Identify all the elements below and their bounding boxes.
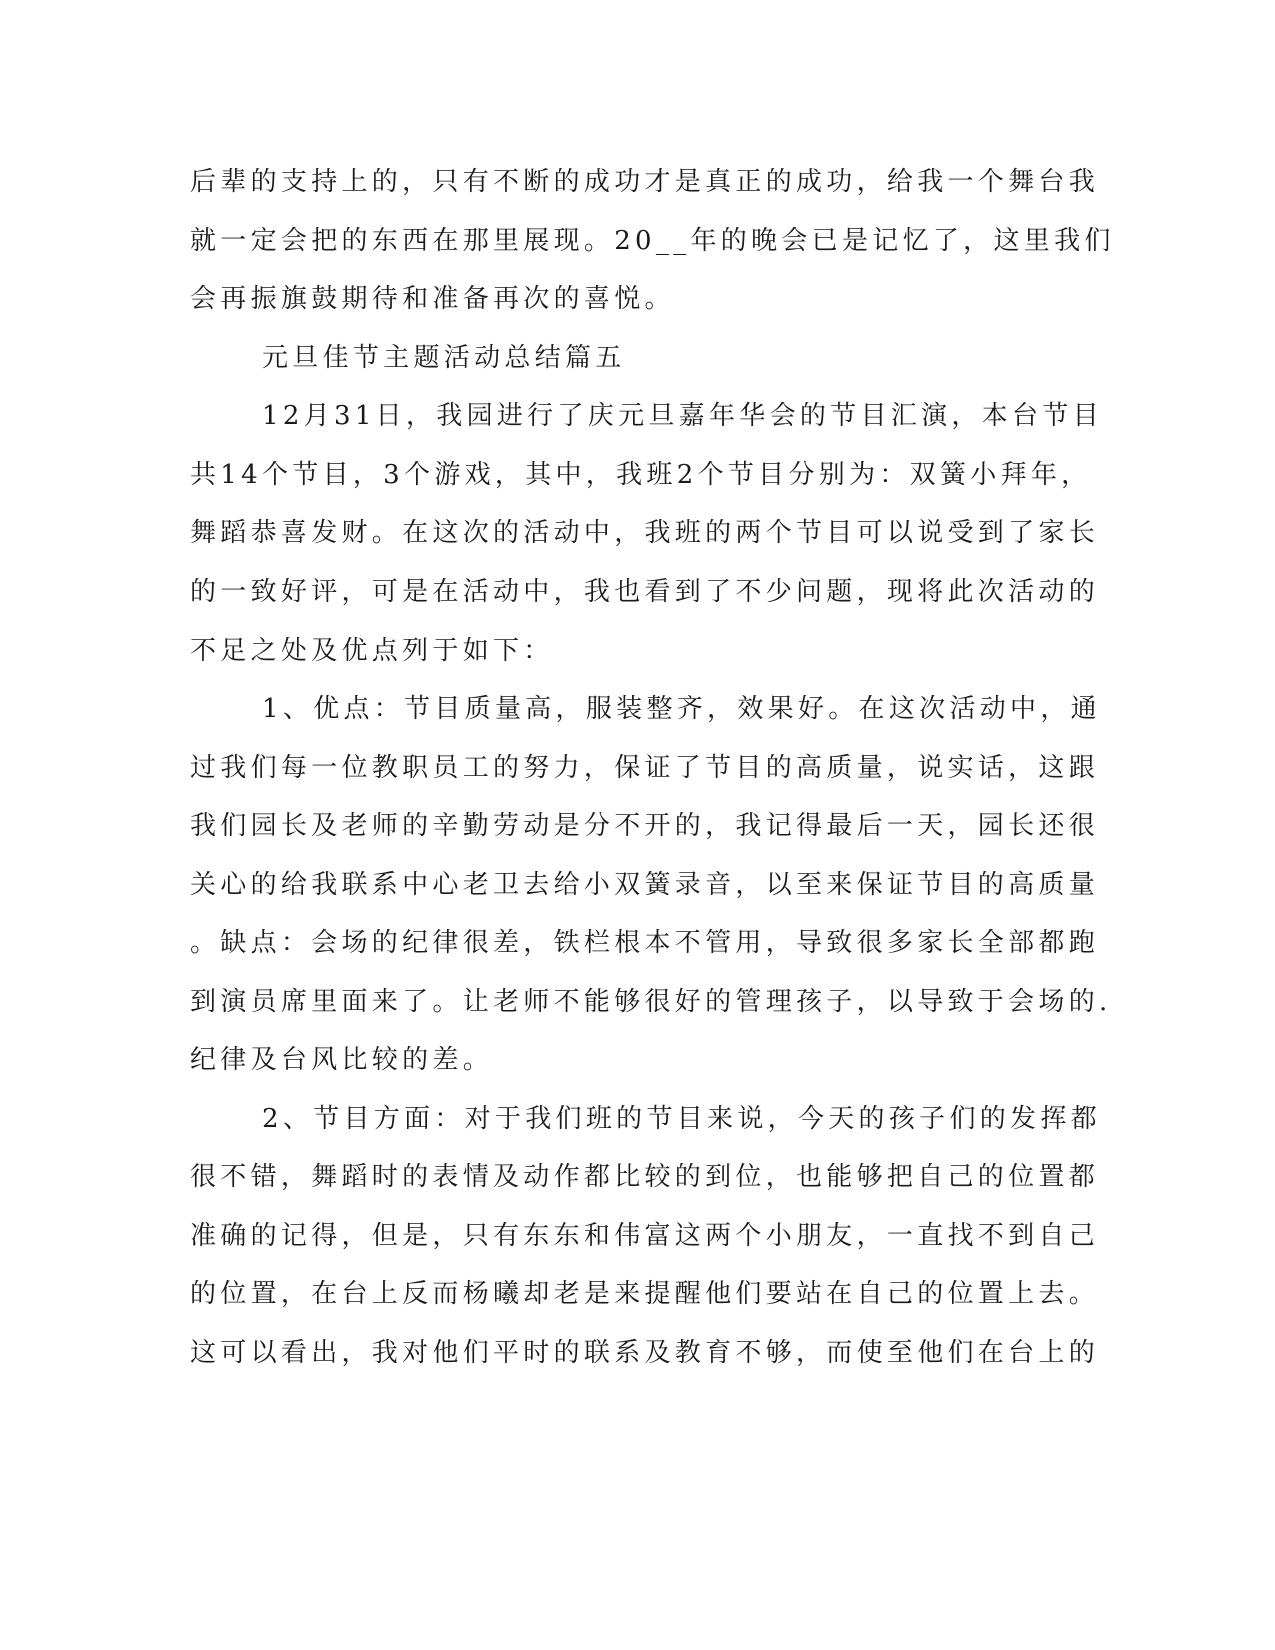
- text-line: 纪律及台风比较的差。: [190, 1045, 494, 1075]
- text-line: 的位置，在台上反而杨曦却老是来提醒他们要站在自己的位置上去。: [190, 1279, 1100, 1309]
- text-line: 后辈的支持上的，只有不断的成功才是真正的成功，给我一个舞台我: [190, 167, 1100, 197]
- text-line: 的一致好评，可是在活动中，我也看到了不少问题，现将此次活动的: [190, 577, 1100, 607]
- text-line: 我们园长及老师的辛勤劳动是分不开的，我记得最后一天，园长还很: [190, 811, 1100, 841]
- text-line: 很不错，舞蹈时的表情及动作都比较的到位，也能够把自己的位置都: [190, 1162, 1100, 1192]
- text-line: 。缺点：会场的纪律很差，铁栏根本不管用，导致很多家长全部都跑: [190, 928, 1100, 958]
- text-line: 会再振旗鼓期待和准备再次的喜悦。: [190, 284, 675, 314]
- text-line: 这可以看出，我对他们平时的联系及教育不够，而使至他们在台上的: [190, 1338, 1100, 1368]
- text-line: 2、节目方面：对于我们班的节目来说，今天的孩子们的发挥都: [262, 1104, 1101, 1134]
- text-line: 就一定会把的东西在那里展现。20__年的晚会已是记忆了，这里我们: [190, 226, 1115, 256]
- text-line: 舞蹈恭喜发财。在这次的活动中，我班的两个节目可以说受到了家长: [190, 518, 1100, 548]
- text-line: 1、优点：节目质量高，服装整齐，效果好。在这次活动中，通: [262, 694, 1101, 724]
- text-line: 12月31日，我园进行了庆元旦嘉年华会的节目汇演，本台节目: [262, 401, 1103, 431]
- text-line: 共14个节目，3个游戏，其中，我班2个节目分别为：双簧小拜年，: [190, 460, 1092, 490]
- text-line: 到演员席里面来了。让老师不能够很好的管理孩子，以导致于会场的.: [190, 987, 1112, 1017]
- text-line: 关心的给我联系中心老卫去给小双簧录音，以至来保证节目的高质量: [190, 870, 1100, 900]
- text-line: 过我们每一位教职员工的努力，保证了节目的高质量，说实话，这跟: [190, 753, 1100, 783]
- text-line: 准确的记得，但是，只有东东和伟富这两个小朋友，一直找不到自己: [190, 1221, 1100, 1251]
- text-line: 不足之处及优点列于如下：: [190, 636, 554, 666]
- section-heading: 元旦佳节主题活动总结篇五: [262, 343, 626, 373]
